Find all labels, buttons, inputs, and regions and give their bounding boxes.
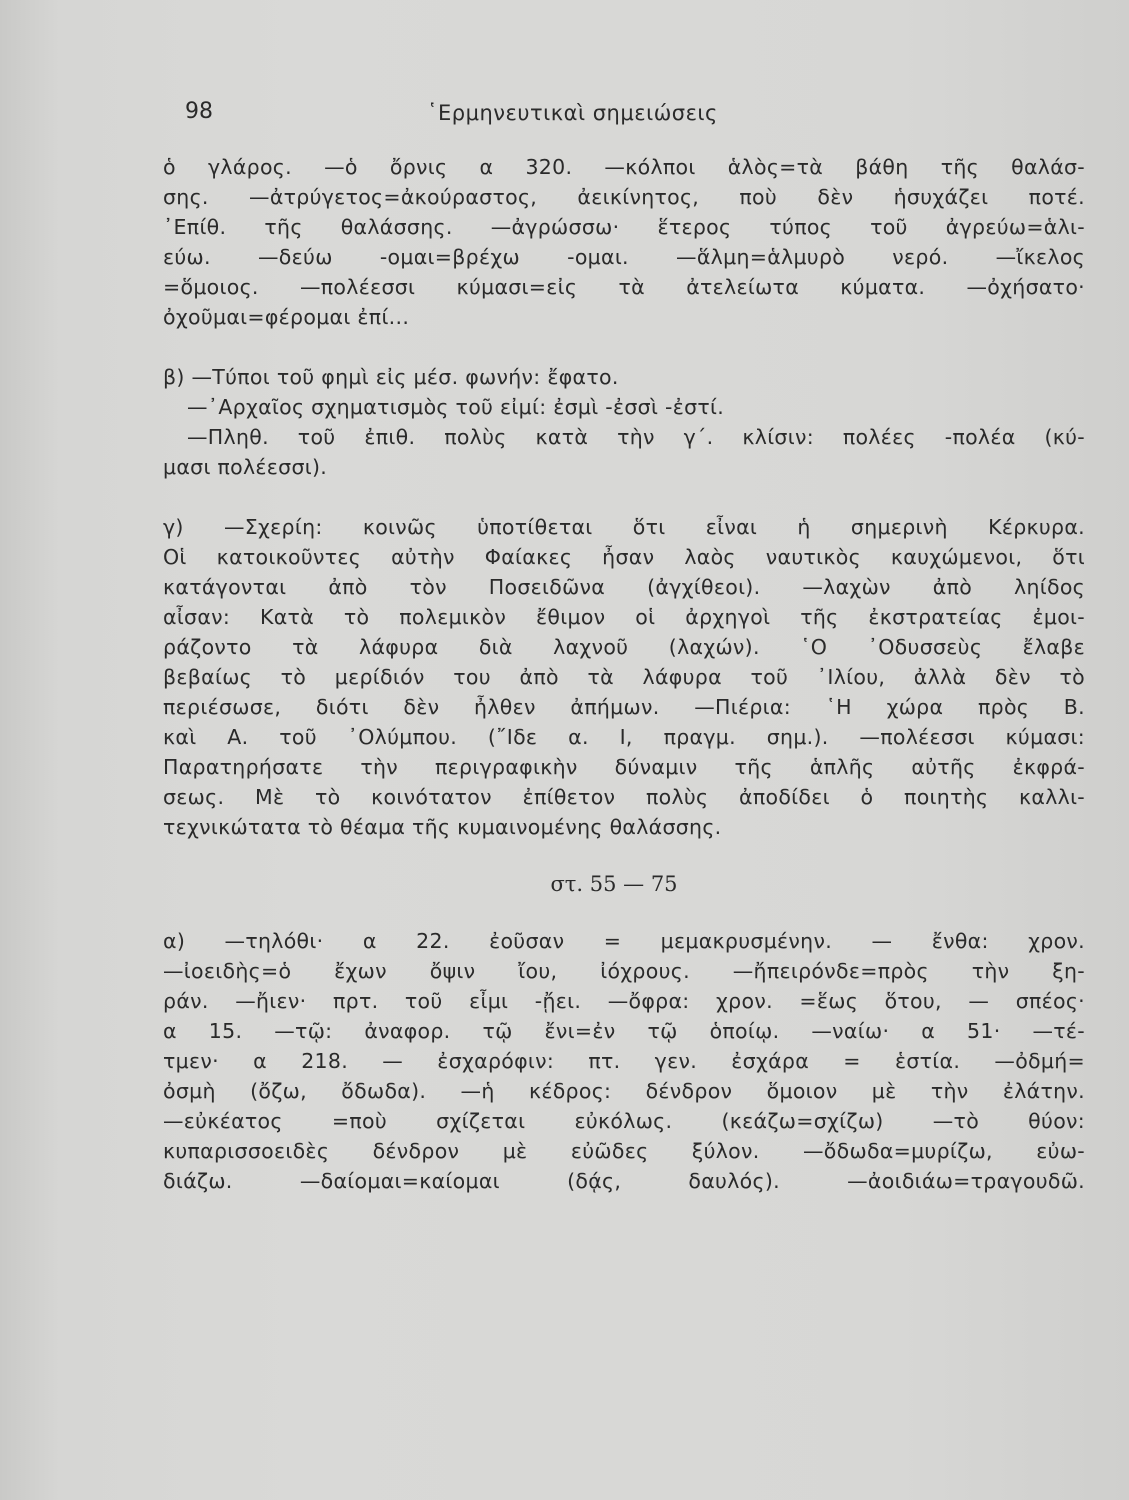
text-line: γ) —Σχερίη: κοινῶς ὑποτίθεται ὅτι εἶναι ἡ σημερινὴ Κέρκυρα. — [163, 515, 1085, 539]
text-line: σεως. Μὲ τὸ κοινότατον ἐπίθετον πολὺς ἀποδίδει ὁ ποιητὴς καλλι- — [163, 785, 1085, 809]
text-line: ράζοντο τὰ λάφυρα διὰ λαχνοῦ (λαχών). ῾Ο ᾿Οδυσσεὺς ἔλαβε — [163, 635, 1085, 659]
text-line: —᾿Αρχαῖος σχηματισμὸς τοῦ εἰμί: ἐσμὶ -ἐσσὶ -ἐστί. — [187, 395, 725, 419]
text-line: β) —Τύποι τοῦ φημὶ εἰς μέσ. φωνήν: ἔφατο. — [163, 365, 619, 389]
text-line: Οἱ κατοικοῦντες αὐτὴν Φαίακες ἦσαν λαὸς ναυτικὸς καυχώμενοι, ὅτι — [163, 545, 1085, 569]
commentary-text — [163, 152, 1085, 1196]
text-line: βεβαίως τὸ μερίδιόν του ἀπὸ τὰ λάφυρα τοῦ ᾿Ιλίου, ἀλλὰ δὲν τὸ — [163, 665, 1085, 689]
page-number: 98 — [185, 99, 213, 124]
text-line: ράν. —ἤιεν· πρτ. τοῦ εἶμι -ᾔει. —ὄφρα: χρον. =ἕως ὅτου, — σπέος· — [163, 989, 1085, 1013]
page-header — [185, 95, 1065, 135]
text-line: =ὅμοιος. —πολέεσσι κύμασι=εἰς τὰ ἀτελείωτα κύματα. —ὀχήσατο· — [163, 275, 1085, 299]
text-line: ὀσμὴ (ὄζω, ὄδωδα). —ἡ κέδρος: δένδρον ὅμοιον μὲ τὴν ἐλάτην. — [163, 1079, 1085, 1103]
text-line: κυπαρισσοειδὲς δένδρον μὲ εὐῶδες ξύλον. —ὄδωδα=μυρίζω, εὐω- — [163, 1139, 1085, 1163]
section-gap — [163, 904, 1085, 926]
text-line: καὶ Α. τοῦ ᾿Ολύμπου. (῎Ιδε α. Ι, πραγμ. σημ.). —πολέεσσι κύμασι: — [163, 725, 1085, 749]
section-gap — [163, 842, 1085, 864]
text-line: Παρατηρήσατε τὴν περιγραφικὴν δύναμιν τῆς ἁπλῆς αὐτῆς ἐκφρά- — [163, 755, 1085, 779]
text-line: ὀχοῦμαι=φέρομαι ἐπί... — [163, 305, 410, 329]
text-line: τμεν· α 218. — ἐσχαρόφιν: πτ. γεν. ἐσχάρα = ἑστία. —ὀδμή= — [163, 1049, 1085, 1073]
text-line: μασι πολέεσσι). — [163, 455, 328, 479]
text-line: —Πληθ. τοῦ ἐπιθ. πολὺς κατὰ τὴν γ΄. κλίσιν: πολέες -πολέα (κύ- — [187, 425, 1085, 449]
text-line: —εὐκέατος =ποὺ σχίζεται εὐκόλως. (κεάζω=σχίζω) —τὸ θύον: — [163, 1109, 1085, 1133]
text-line: περιέσωσε, διότι δὲν ἦλθεν ἀπήμων. —Πιέρια: ῾Η χώρα πρὸς Β. — [163, 695, 1085, 719]
text-line: —ἰοειδὴς=ὁ ἔχων ὄψιν ἴου, ἰόχρους. —ἤπειρόνδε=πρὸς τὴν ξη- — [163, 959, 1085, 983]
text-line: αἶσαν: Κατὰ τὸ πολεμικὸν ἔθιμον οἱ ἀρχηγοὶ τῆς ἐκστρατείας ἐμοι- — [163, 605, 1085, 629]
section-heading: στ. 55 — 75 — [550, 872, 678, 896]
text-line: α 15. —τῷ: ἀναφορ. τῷ ἔνι=ἐν τῷ ὁποίῳ. —ναίω· α 51· —τέ- — [163, 1019, 1085, 1043]
text-line: σης. —ἀτρύγετος=ἀκούραστος, ἀεικίνητος, ποὺ δὲν ἡσυχάζει ποτέ. — [163, 185, 1085, 209]
text-line: α) —τηλόθι· α 22. ἐοῦσαν = μεμακρυσμένην. — ἔνθα: χρον. — [163, 929, 1085, 953]
running-title: ῾Ερμηνευτικαὶ σημειώσεις — [427, 101, 718, 125]
text-line: κατάγονται ἀπὸ τὸν Ποσειδῶνα (ἀγχίθεοι). —λαχὼν ἀπὸ ληίδος — [163, 575, 1085, 599]
text-line: τεχνικώτατα τὸ θέαμα τῆς κυμαινομένης θαλάσσης. — [163, 815, 722, 839]
text-line: ᾿Επίθ. τῆς θαλάσσης. —ἀγρώσσω· ἕτερος τύπος τοῦ ἀγρεύω=ἁλι- — [163, 215, 1085, 239]
text-line: διάζω. —δαίομαι=καίομαι (δᾴς, δαυλός). —ἀοιδιάω=τραγουδῶ. — [163, 1169, 1085, 1193]
paragraph-gap — [163, 332, 1085, 362]
paragraph-gap — [163, 482, 1085, 512]
text-line: εύω. —δεύω -ομαι=βρέχω -ομαι. —ἅλμη=ἁλμυρὸ νερό. —ἴκελος — [163, 245, 1085, 269]
text-line: ὁ γλάρος. —ὁ ὄρνις α 320. —κόλποι ἁλὸς=τὰ βάθη τῆς θαλάσ- — [163, 155, 1085, 179]
